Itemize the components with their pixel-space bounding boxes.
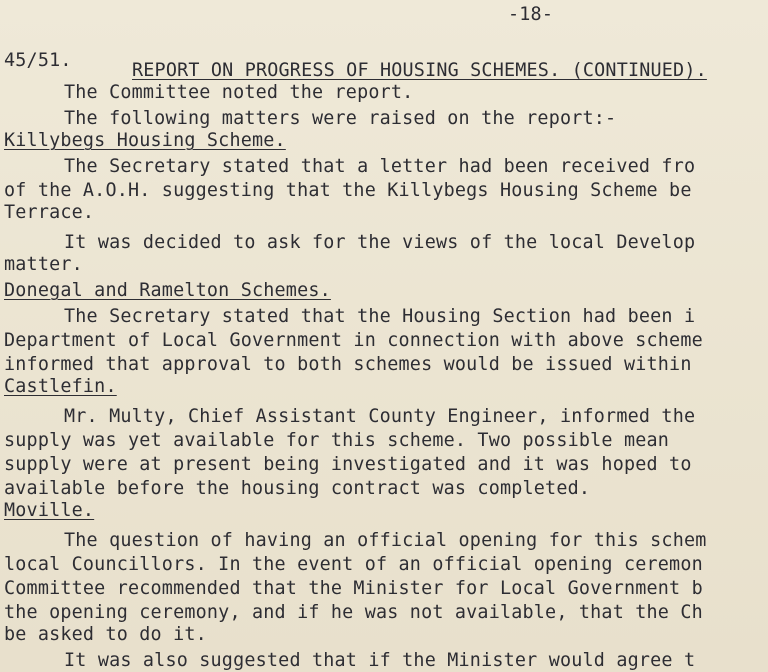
body-line: supply was yet available for this scheme. Two possible mean	[4, 430, 670, 451]
body-line: informed that approval to both schemes would be issued within	[4, 354, 692, 375]
body-line: Terrace.	[4, 202, 95, 223]
body-line: The Committee noted the report.	[64, 82, 414, 103]
subheading-castlefin: Castlefin.	[4, 376, 117, 397]
page-number: -18-	[508, 4, 554, 25]
body-line: the opening ceremony, and if he was not available, that the Ch	[4, 602, 703, 623]
subheading-killybegs: Killybegs Housing Scheme.	[4, 130, 286, 151]
body-line: available before the housing contract was completed.	[4, 478, 591, 499]
body-line: of the A.O.H. suggesting that the Killybegs Housing Scheme be	[4, 180, 692, 201]
body-line: supply were at present being investigated and it was hoped to	[4, 454, 692, 475]
subheading-donegal-ramelton: Donegal and Ramelton Schemes.	[4, 280, 331, 301]
body-line: The Secretary stated that a letter had been received fro	[64, 156, 696, 177]
body-line: The Secretary stated that the Housing Section had been i	[64, 306, 696, 327]
minute-number: 45/51.	[4, 50, 72, 71]
subheading-moville: Moville.	[4, 500, 95, 521]
body-line: Committee recommended that the Minister for Local Government b	[4, 578, 703, 599]
body-line: Mr. Multy, Chief Assistant County Engineer, informed the	[64, 406, 696, 427]
body-line: be asked to do it.	[4, 624, 207, 645]
body-line: local Councillors. In the event of an official opening ceremon	[4, 554, 703, 575]
body-line: Department of Local Government in connection with above scheme	[4, 330, 703, 351]
section-title: REPORT ON PROGRESS OF HOUSING SCHEMES. (CONTINUED).	[132, 60, 707, 81]
body-line: It was decided to ask for the views of the local Develop	[64, 232, 696, 253]
body-line: matter.	[4, 254, 83, 275]
body-line: The following matters were raised on the report:-	[64, 108, 617, 129]
body-line: The question of having an official opening for this schem	[64, 530, 707, 551]
body-line: It was also suggested that if the Minister would agree t	[64, 650, 696, 671]
